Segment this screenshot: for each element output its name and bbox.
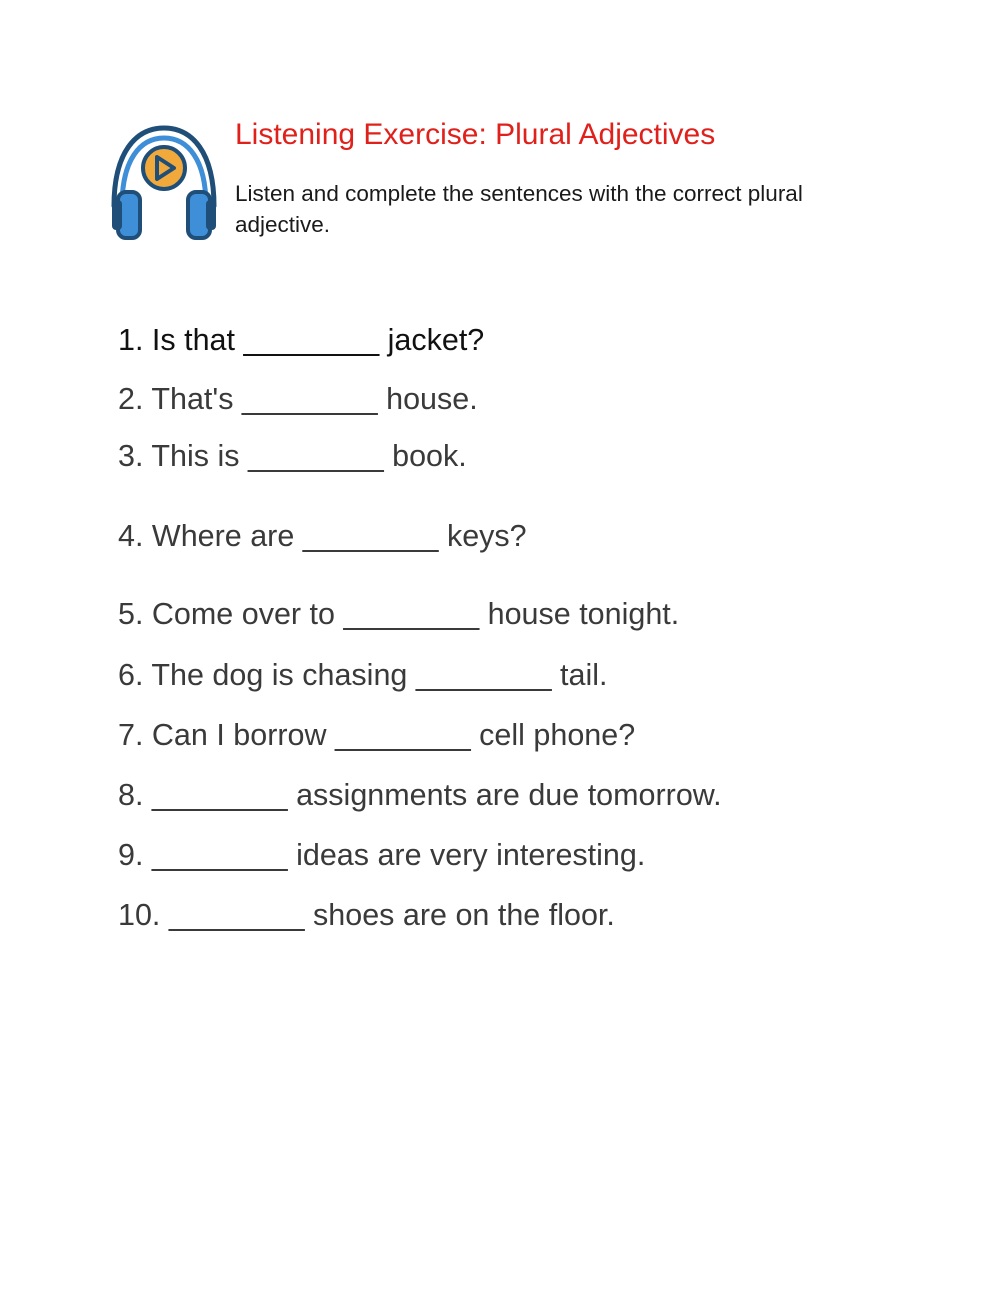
question-7: 7. Can I borrow ________ cell phone?	[118, 718, 636, 752]
question-1: 1. Is that ________ jacket?	[118, 323, 485, 357]
page-title: Listening Exercise: Plural Adjectives	[235, 118, 716, 151]
question-8: 8. ________ assignments are due tomorrow.	[118, 778, 722, 812]
question-4: 4. Where are ________ keys?	[118, 519, 527, 553]
question-5: 5. Come over to ________ house tonight.	[118, 597, 680, 631]
question-10: 10. ________ shoes are on the floor.	[118, 898, 615, 932]
question-3: 3. This is ________ book.	[118, 439, 467, 473]
headphones-play-icon	[108, 122, 220, 242]
instructions-text: Listen and complete the sentences with the correct plural adjective.	[235, 181, 803, 237]
question-9: 9. ________ ideas are very interesting.	[118, 838, 646, 872]
question-2: 2. That's ________ house.	[118, 382, 478, 416]
question-6: 6. The dog is chasing ________ tail.	[118, 658, 608, 692]
